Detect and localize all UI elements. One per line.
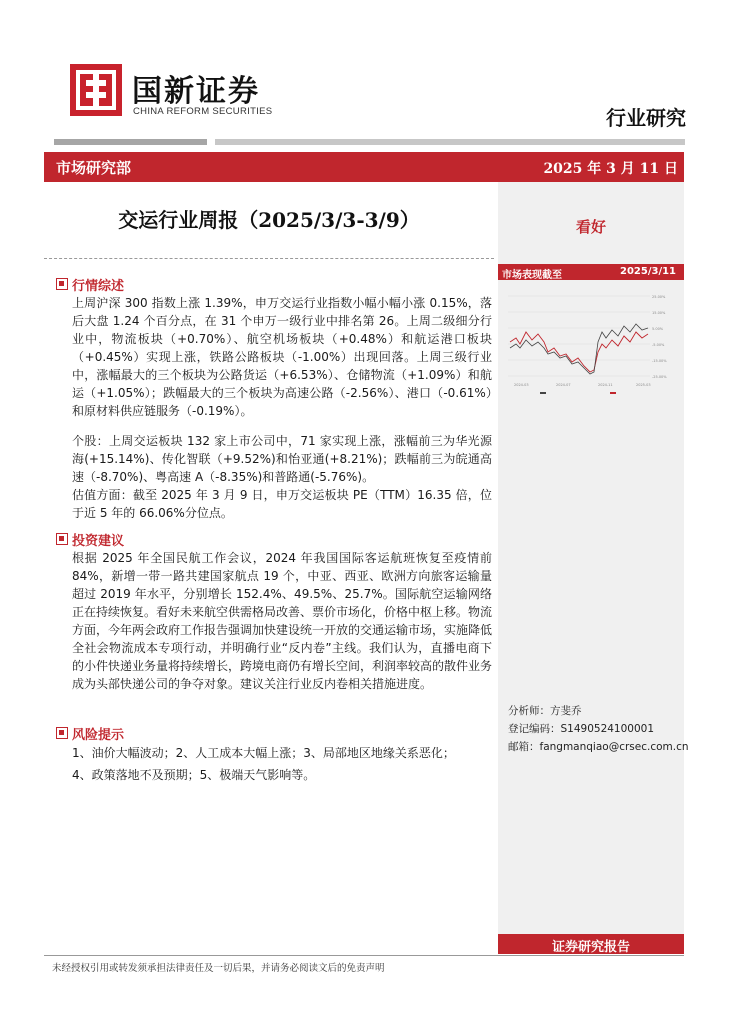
valuation-paragraph: 估值方面：截至 2025 年 3 月 9 日，申万交运板块 PE（TTM）16.35 倍，位于近 5 年的 66.06%分位点。	[72, 488, 492, 520]
analyst-license: 登记编码：S1490524100001	[508, 723, 655, 735]
svg-text:25.00%: 25.00%	[652, 295, 666, 299]
section-marker-icon	[56, 533, 68, 545]
rating-badge: 看好	[575, 218, 606, 236]
svg-text:-25.00%: -25.00%	[652, 375, 667, 379]
svg-text:2025-03: 2025-03	[636, 383, 651, 387]
svg-text:15.00%: 15.00%	[652, 311, 666, 315]
footer-divider	[44, 955, 684, 956]
svg-text:-15.00%: -15.00%	[652, 359, 667, 363]
market-performance-chart	[500, 282, 684, 418]
report-type: 行业研究	[606, 106, 686, 130]
report-date: 2025 年 3 月 11 日	[543, 161, 678, 177]
risk-line-2: 4、政策落地不及预期；5、极端天气影响等。	[72, 768, 316, 782]
svg-text:2024-03: 2024-03	[514, 383, 529, 387]
chart-line-benchmark	[510, 324, 648, 374]
disclaimer: 未经授权引用或转发须承担法律责任及一切后果，并请务必阅读文后的免责声明	[52, 963, 385, 974]
svg-text:5.00%: 5.00%	[652, 327, 664, 331]
investment-advice-paragraph: 根据 2025 年全国民航工作会议，2024 年我国国际客运航班恢复至疫情前 84%，新增一带一路共建国家航点 19 个，中亚、西亚、欧洲方向旅客运输量超过 2019 年水平，分别增长 152.4%、49.5%、25.7%。国际航空运输网络正在持续恢复。看好未来航空供需格局改善、票价市场化，价格中枢上移。物流方面，今年两会政府工作报告强调加快建设统一开放的交通运输市场，实施降低全社会物流成本专项行动，并明确行业“反内卷”主线。我们认为，直播电商下的小件快递业务量将持续增长，跨境电商仍有增长空间，利润率较高的散件业务成为头部快递公司的争夺对象。建议关注行业反内卷相关措施进度。	[72, 551, 493, 691]
brand-name-en: CHINA REFORM SECURITIES	[133, 106, 273, 117]
chart-line-industry	[510, 332, 648, 372]
performance-date: 2025/3/11	[620, 266, 677, 277]
title-divider	[44, 258, 494, 259]
section-heading-advice: 投资建议	[72, 534, 125, 549]
section-heading-risk: 风险提示	[72, 728, 125, 743]
department-name: 市场研究部	[56, 159, 132, 177]
brand-name-cn: 国新证券	[132, 74, 260, 109]
performance-label: 市场表现截至	[502, 270, 562, 281]
risk-line-1: 1、油价大幅波动；2、人工成本大幅上涨；3、局部地区地缘关系恶化；	[72, 746, 455, 760]
section-marker-icon	[56, 278, 68, 290]
market-summary-paragraph: 上周沪深 300 指数上涨 1.39%，申万交运行业指数小幅小幅小涨 0.15%，落后大盘 1.24 个百分点，在 31 个申万一级行业中排名第 26。上周二级细分行业中，物流板块（+0.70%）、航空机场板块（+0.48%）和航运港口板块（+0.45%）实现上涨，铁路公路板块（-1.00%）出现回落。上周三级行业中，涨幅最大的三个板块为公路货运（+6.53%）、仓储物流（+1.09%）和航运（+1.05%）；跌幅最大的三个板块为高速公路（-2.56%）、港口（-0.61%）和原材料供应链服务（-0.19%）。	[72, 296, 492, 418]
svg-text:2024-07: 2024-07	[556, 383, 571, 387]
svg-text:-5.00%: -5.00%	[652, 343, 665, 347]
analyst-name: 分析师：方斐乔	[508, 705, 582, 717]
section-heading-market: 行情综述	[72, 279, 125, 294]
footer-label: 证券研究报告	[551, 940, 630, 955]
header-divider-light	[215, 139, 685, 145]
brand-logo-icon	[70, 64, 122, 116]
analyst-email[interactable]: 邮箱：fangmanqiao@crsec.com.cn	[508, 741, 689, 753]
header-divider	[54, 139, 207, 145]
stocks-paragraph: 个股：上周交运板块 132 家上市公司中，71 家实现上涨，涨幅前三为华光源海(+15.14%)、传化智联（+9.52%)和怡亚通(+8.21%)；跌幅前三为皖通高速（-8.70%)、粤高速 A（-8.35%)和普路通(-5.76%)。	[72, 434, 492, 484]
report-title: 交运行业周报（2025/3/3-3/9）	[118, 208, 420, 232]
section-marker-icon	[56, 727, 68, 739]
svg-text:2024-11: 2024-11	[598, 383, 613, 387]
